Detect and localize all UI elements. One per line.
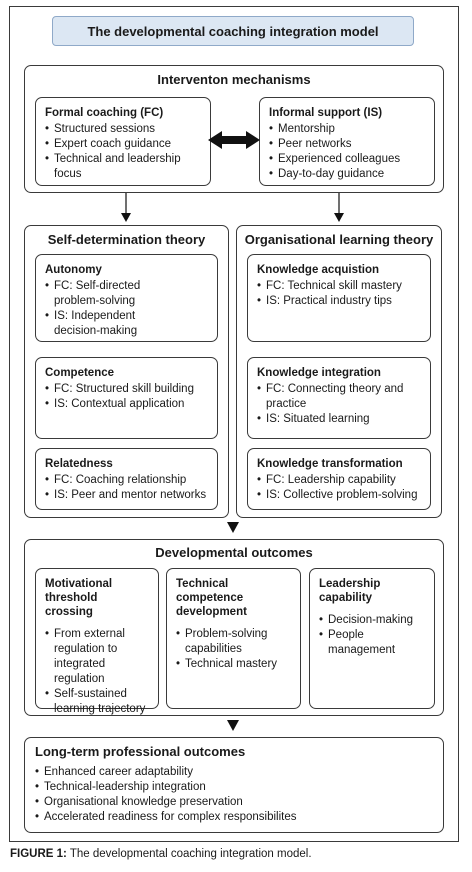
down-arrow-icon <box>227 720 239 731</box>
informal-support-title: Informal support (IS) <box>269 107 383 119</box>
list-item: • IS: Contextual application <box>45 397 209 412</box>
down-arrow-icon <box>227 522 239 533</box>
caption-label: FIGURE 1: <box>10 848 67 860</box>
list-item: • Enhanced career adaptability <box>35 765 296 780</box>
list-item: • Problem-solving capabilities <box>176 627 285 657</box>
list-item: • Experienced colleagues <box>269 152 426 167</box>
list-item: • FC: Leadership capability <box>257 473 422 488</box>
list-item: • Technical mastery <box>176 657 292 672</box>
list-item: • Organisational knowledge preservation <box>35 795 296 810</box>
down-arrow-icon <box>334 193 344 222</box>
list-item: • IS: Peer and mentor networks <box>45 488 209 503</box>
relatedness-title: Relatedness <box>45 458 113 470</box>
autonomy-title: Autonomy <box>45 264 102 276</box>
list-item: • Expert coach guidance <box>45 137 202 152</box>
list-item: • FC: Structured skill building <box>45 382 209 397</box>
list-item: • Technical and leadership focus <box>45 152 194 182</box>
sdt-heading: Self-determination theory <box>47 232 206 247</box>
olt-heading: Organisational learning theory <box>244 232 434 247</box>
long-term-outcomes-heading: Long-term professional outcomes <box>35 744 246 759</box>
knowledge-transformation-title: Knowledge transformation <box>257 458 403 470</box>
list-item: • Day-to-day guidance <box>269 167 426 182</box>
technical-competence-title: Technical competence development <box>176 578 247 618</box>
list-item: • Mentorship <box>269 122 426 137</box>
list-item: • Accelerated readiness for complex responsibilites <box>35 810 296 825</box>
list-item: • FC: Self-directed problem-solving <box>45 279 174 309</box>
list-item: • IS: Collective problem-solving <box>257 488 422 503</box>
list-item: • Decision-making <box>319 613 426 628</box>
list-item: • Self-sustained learning trajectory <box>45 687 150 717</box>
competence-title: Competence <box>45 367 115 379</box>
motivational-threshold-title: Motivational threshold crossing <box>45 578 113 618</box>
list-item: • FC: Technical skill mastery <box>257 279 422 294</box>
list-item: • People management <box>319 628 408 658</box>
list-item: • From external regulation to integrated regulation <box>45 627 144 687</box>
down-arrow-icon <box>121 193 131 222</box>
intervention-heading: Interventon mechanisms <box>157 72 311 87</box>
list-item: • Peer networks <box>269 137 426 152</box>
figure-caption <box>10 848 312 860</box>
list-item: • FC: Connecting theory and practice <box>257 382 416 412</box>
list-item: • IS: Situated learning <box>257 412 422 427</box>
list-item: • IS: Independent decision-making <box>45 309 174 339</box>
bidirectional-arrow-icon <box>208 131 260 149</box>
figure-title: The developmental coaching integration model <box>52 16 414 46</box>
knowledge-integration-title: Knowledge integration <box>257 367 381 379</box>
knowledge-acquisition-title: Knowledge acquistion <box>257 264 380 276</box>
leadership-capability-title: Leadership capability <box>319 578 381 604</box>
list-item: • Structured sessions <box>45 122 202 137</box>
list-item: • FC: Coaching relationship <box>45 473 209 488</box>
caption-text: The developmental coaching integration model. <box>66 848 312 860</box>
developmental-outcomes-heading: Developmental outcomes <box>155 545 313 560</box>
formal-coaching-title: Formal coaching (FC) <box>45 107 164 119</box>
list-item: • Technical-leadership integration <box>35 780 296 795</box>
list-item: • IS: Practical industry tips <box>257 294 422 309</box>
